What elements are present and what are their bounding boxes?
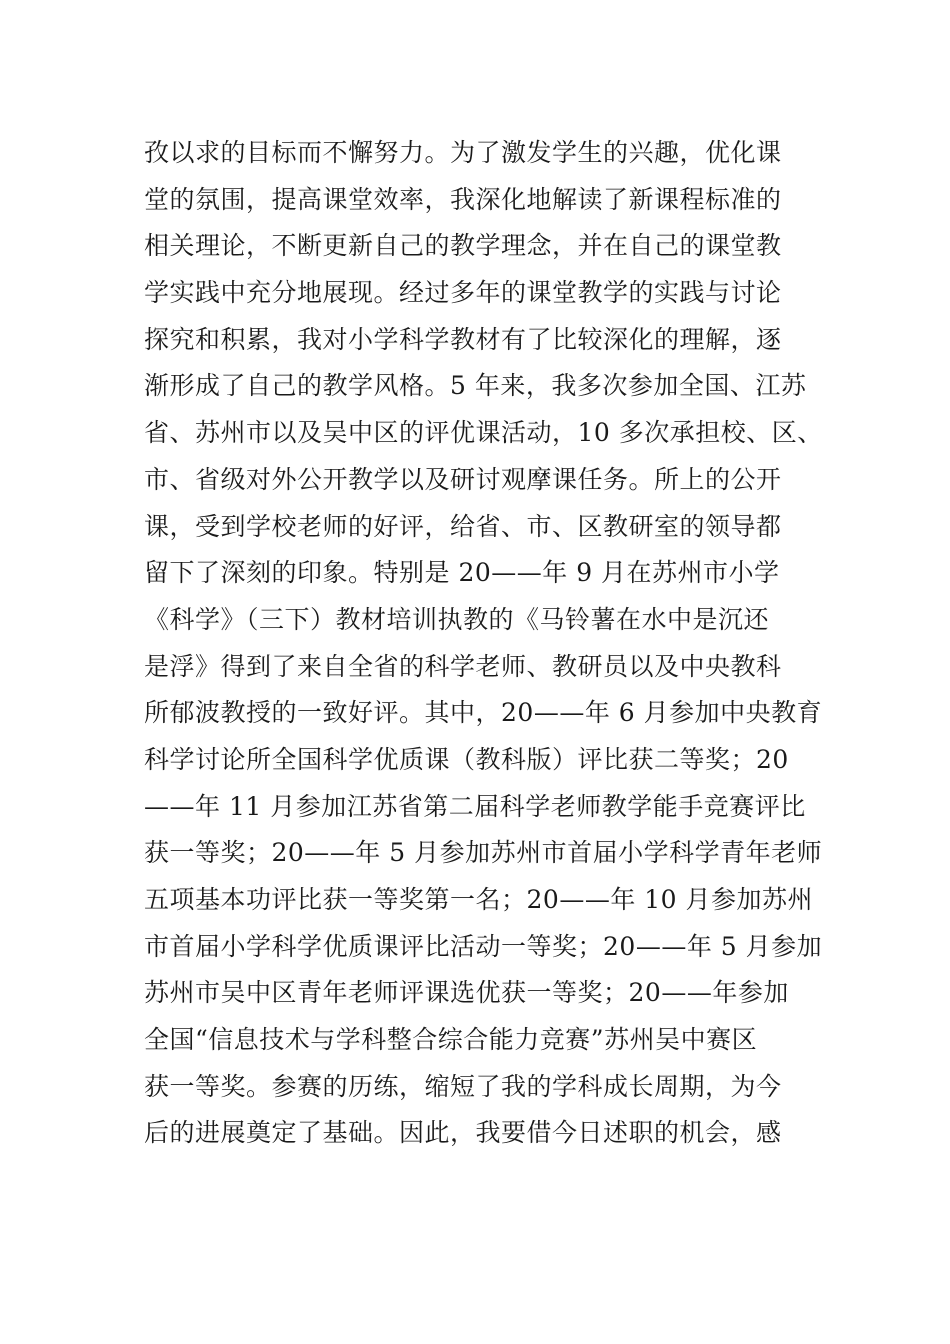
- text-line: 课，受到学校老师的好评，给省、市、区教研室的领导都: [144, 511, 782, 541]
- text-line: 全国“信息技术与学科整合综合能力竞赛”苏州吴中赛区: [144, 1025, 758, 1055]
- text-line: 是浮》得到了来自全省的科学老师、教研员以及中央教科: [144, 651, 782, 681]
- text-line: 市、省级对外公开教学以及研讨观摩课任务。所上的公开: [144, 464, 782, 494]
- text-line: 探究和积累，我对小学科学教材有了比较深化的理解，逐: [144, 324, 782, 354]
- text-line: 留下了深刻的印象。特别是 20——年 9 月在苏州市小学: [144, 558, 780, 588]
- text-line: 获一等奖。参赛的历练，缩短了我的学科成长周期，为今: [144, 1071, 782, 1101]
- text-line: 市首届小学科学优质课评比活动一等奖；20——年 5 月参加: [144, 931, 823, 961]
- text-line: 相关理论，不断更新自己的教学理念，并在自己的课堂教: [144, 231, 782, 261]
- text-line: 科学讨论所全国科学优质课（教科版）评比获二等奖；20: [144, 744, 789, 774]
- text-line: 所郁波教授的一致好评。其中，20——年 6 月参加中央教育: [144, 698, 823, 728]
- text-line: 渐形成了自己的教学风格。5 年来，我多次参加全国、江苏: [144, 371, 807, 401]
- text-line: 获一等奖；20——年 5 月参加苏州市首届小学科学青年老师: [144, 838, 823, 868]
- text-line: 苏州市吴中区青年老师评课选优获一等奖；20——年参加: [144, 978, 789, 1008]
- text-line: ——年 11 月参加江苏省第二届科学老师教学能手竞赛评比: [144, 791, 806, 821]
- text-line: 孜以求的目标而不懈努力。为了激发学生的兴趣，优化课: [144, 138, 782, 167]
- text-line: 学实践中充分地展现。经过多年的课堂教学的实践与讨论: [144, 278, 782, 308]
- text-line: 后的进展奠定了基础。因此，我要借今日述职的机会，感: [144, 1118, 782, 1148]
- text-line: 省、苏州市以及吴中区的评优课活动，10 多次承担校、区、: [144, 418, 823, 448]
- text-line: 五项基本功评比获一等奖第一名；20——年 10 月参加苏州: [144, 885, 814, 914]
- text-line: 堂的氛围，提高课堂效率，我深化地解读了新课程标准的: [144, 184, 782, 214]
- text-line: 《科学》（三下）教材培训执教的《马铃薯在水中是沉还: [144, 604, 770, 634]
- body-text: [144, 130, 834, 1157]
